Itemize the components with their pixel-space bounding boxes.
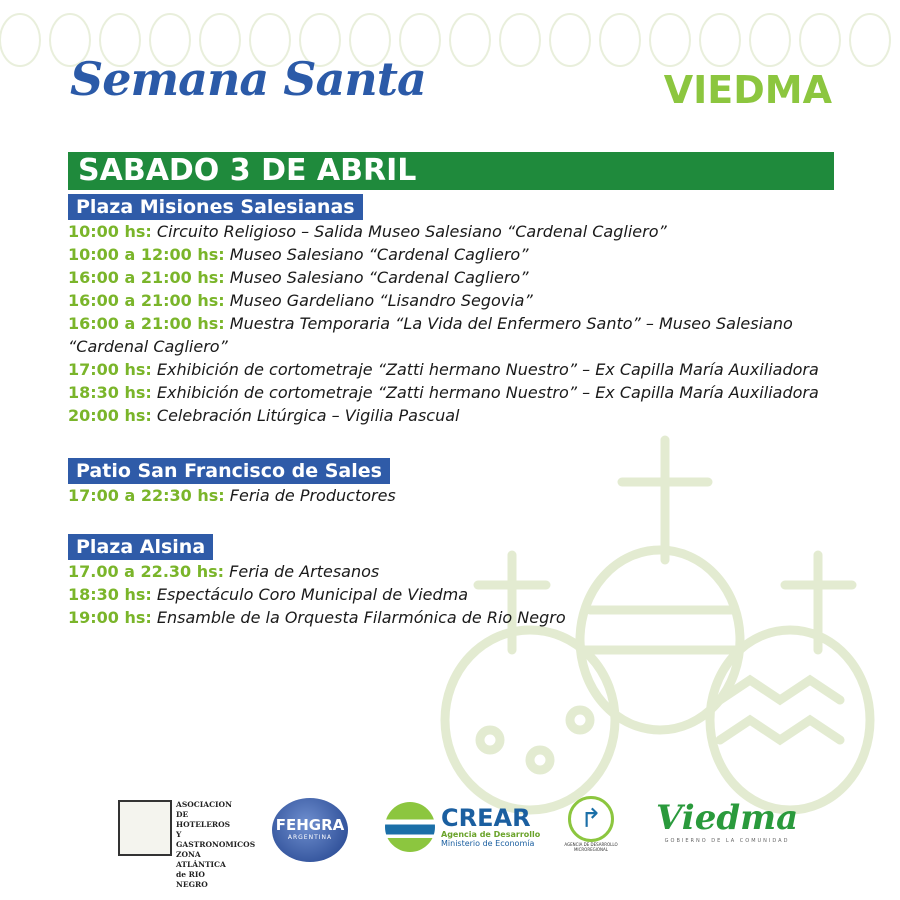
event-description: Feria de Productores (229, 486, 396, 505)
egg-outline-icon (750, 14, 790, 66)
event-description: Espectáculo Coro Municipal de Viedma (156, 585, 469, 604)
viedma-logo (656, 798, 798, 844)
event-item (68, 220, 838, 243)
asociacion-text: ASOCIACION DE HOTELEROS Y GASTRONOMICOS ZONA ATLÁNTICA de RIO NEGRO (176, 800, 256, 889)
event-description: Exhibición de cortometraje “Zatti hermano Nuestro” – Ex Capilla María Auxiliadora (156, 360, 819, 379)
section-patio-san-francisco (68, 458, 838, 507)
event-description: Museo Gardeliano “Lisandro Segovia” (229, 291, 533, 310)
crear-emblem-icon (385, 802, 435, 852)
egg-outline-icon (500, 14, 540, 66)
event-description: Museo Salesiano “Cardenal Cagliero” (229, 245, 529, 264)
asociacion-emblem-icon (118, 800, 172, 856)
asociacion-hoteleros-logo (118, 800, 256, 890)
event-description: Museo Salesiano “Cardenal Cagliero” (229, 268, 529, 287)
section-heading: Plaza Misiones Salesianas (68, 194, 363, 220)
event-time: 17:00 hs: (68, 360, 152, 379)
event-time: 16:00 a 21:00 hs: (68, 314, 225, 333)
egg-outline-icon (650, 14, 690, 66)
egg-outline-icon (450, 14, 490, 66)
event-item (68, 606, 838, 629)
event-time: 10:00 a 12:00 hs: (68, 245, 225, 264)
arrow-up-right-icon: ↱ (568, 796, 614, 842)
event-description: Circuito Religioso – Salida Museo Salesiano “Cardenal Cagliero” (156, 222, 667, 241)
fehgra-text: FEHGRA (275, 816, 345, 834)
agencia-text: AGENCIA DE DESARROLLO MICROREGIONAL (564, 842, 618, 852)
crear-text: CREAR (441, 804, 531, 832)
city-name: VIEDMA (663, 68, 832, 112)
event-time: 10:00 hs: (68, 222, 152, 241)
event-time: 17.00 a 22.30 hs: (68, 562, 225, 581)
event-item (68, 243, 838, 266)
fehgra-logo (272, 798, 348, 862)
event-description: Muestra Temporaria “La Vida del Enfermero Santo” – Museo Salesiano “Cardenal Cagliero” (68, 314, 793, 356)
crear-logo (385, 802, 540, 852)
crear-subtext: Agencia de Desarrollo (441, 830, 541, 839)
event-item (68, 560, 838, 583)
egg-outline-icon (550, 14, 590, 66)
event-item (68, 381, 838, 404)
viedma-logo-text: Viedma (656, 798, 799, 838)
egg-outline-icon (0, 14, 40, 66)
event-time: 18:30 hs: (68, 585, 152, 604)
event-item (68, 289, 838, 312)
crear-ministry: Ministerio de Economía (441, 839, 535, 848)
event-time: 17:00 a 22:30 hs: (68, 486, 225, 505)
event-item (68, 312, 838, 358)
event-item (68, 583, 838, 606)
sponsor-logos (0, 796, 900, 889)
egg-outline-icon (850, 14, 890, 66)
event-time: 20:00 hs: (68, 406, 152, 425)
event-description: Ensamble de la Orquesta Filarmónica de Rio Negro (156, 608, 566, 627)
egg-outline-icon (600, 14, 640, 66)
event-time: 16:00 a 21:00 hs: (68, 268, 225, 287)
section-heading: Plaza Alsina (68, 534, 213, 560)
event-item (68, 484, 838, 507)
page-title: Semana Santa (70, 52, 426, 106)
event-item (68, 358, 838, 381)
event-description: Celebración Litúrgica – Vigilia Pascual (156, 406, 460, 425)
agencia-desarrollo-logo (562, 796, 620, 852)
event-time: 18:30 hs: (68, 383, 152, 402)
event-item (68, 266, 838, 289)
event-time: 19:00 hs: (68, 608, 152, 627)
section-plaza-misiones (68, 194, 838, 427)
event-item (68, 404, 838, 427)
event-description: Feria de Artesanos (229, 562, 380, 581)
section-plaza-alsina (68, 534, 838, 629)
egg-outline-icon (800, 14, 840, 66)
viedma-subtext: GOBIERNO DE LA COMUNIDAD (664, 838, 790, 844)
section-heading: Patio San Francisco de Sales (68, 458, 390, 484)
event-time: 16:00 a 21:00 hs: (68, 291, 225, 310)
fehgra-subtext: ARGENTINA (287, 834, 333, 841)
egg-outline-icon (700, 14, 740, 66)
event-description: Exhibición de cortometraje “Zatti hermano Nuestro” – Ex Capilla María Auxiliadora (156, 383, 819, 402)
day-banner: SABADO 3 DE ABRIL (68, 152, 834, 190)
